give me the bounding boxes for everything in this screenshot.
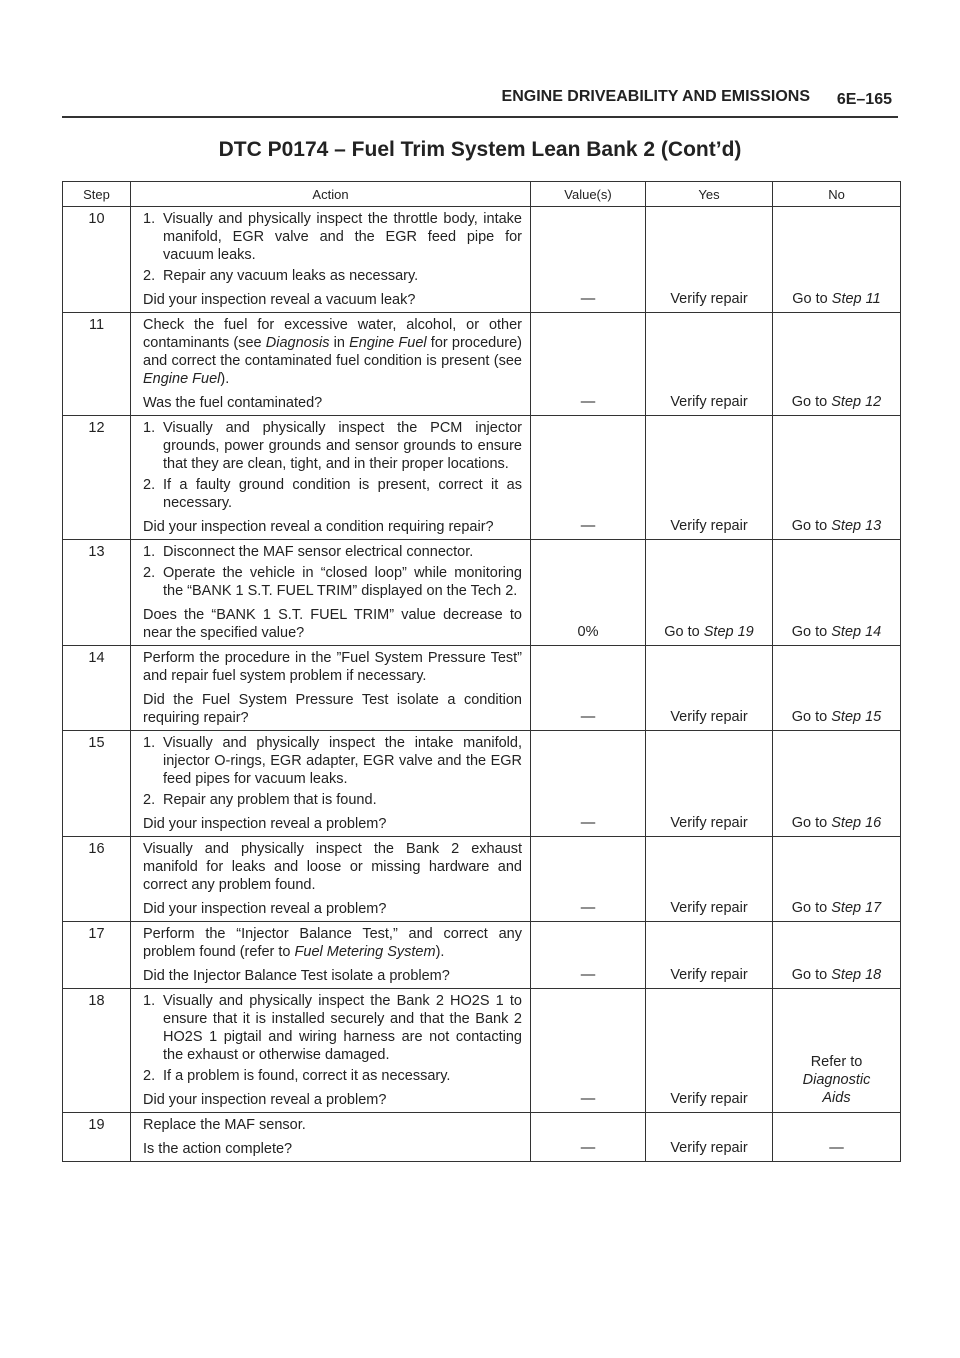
action-question: Did the Fuel System Pressure Test isolate a condition requiring repair? <box>143 692 522 726</box>
table-row <box>63 1113 901 1162</box>
text-run: Repair any problem that is found. <box>163 792 377 808</box>
no-cell <box>773 837 901 922</box>
action-question: Did the Injector Balance Test isolate a problem? <box>143 968 450 984</box>
step-number: 13 <box>63 540 131 646</box>
item-text <box>163 992 522 1064</box>
item-number: 2. <box>143 792 156 808</box>
action-list-item <box>143 543 522 561</box>
column-header-no: No <box>773 182 901 207</box>
yes-cell <box>646 416 773 540</box>
text-run: Go to <box>791 709 832 725</box>
table-row <box>63 922 901 989</box>
action-cell <box>131 1113 531 1162</box>
header-rule <box>62 116 898 118</box>
action-list-item <box>143 267 522 285</box>
action-cell <box>131 207 531 313</box>
text-run: Verify repair <box>670 518 748 534</box>
table-row <box>63 540 901 646</box>
reference-text: Step 15 <box>831 709 882 725</box>
action-text <box>143 649 522 685</box>
text-run: — <box>829 1140 844 1156</box>
text-run: Verify repair <box>670 394 748 410</box>
reference-text: Fuel Metering System <box>294 944 436 960</box>
text-run: Go to <box>664 624 704 640</box>
action-list-item <box>143 419 522 473</box>
item-text <box>163 791 522 809</box>
column-header-values: Value(s) <box>531 182 646 207</box>
text-run: Visually and physically inspect the Bank 2 HO2S 1 to ensure that it is installed securely and that the Bank 2 HO2S 1 pigtail and wiring harness are not contacting the exhaust or otherwise damaged. <box>163 993 522 1063</box>
item-text <box>163 1067 522 1085</box>
text-run: Go to <box>791 518 832 534</box>
column-header-yes: Yes <box>646 182 773 207</box>
no-line <box>773 1071 900 1089</box>
reference-text: Step 13 <box>831 518 882 534</box>
no-cell <box>773 989 901 1113</box>
item-number: 2. <box>143 565 156 581</box>
value-cell: — <box>531 731 646 837</box>
table-row <box>63 207 901 313</box>
reference-text: Step 19 <box>703 624 754 640</box>
table-row <box>63 731 901 837</box>
text-run: Go to <box>791 967 832 983</box>
text-run: Operate the vehicle in “closed loop” while monitoring the “BANK 1 S.T. FUEL TRIM” displayed on the Tech 2. <box>163 565 522 599</box>
yes-cell <box>646 837 773 922</box>
text-run: If a faulty ground condition is present, correct it as necessary. <box>163 477 522 511</box>
item-text <box>163 734 522 788</box>
table-row <box>63 416 901 540</box>
no-cell <box>773 731 901 837</box>
no-cell <box>773 313 901 416</box>
text-run: Verify repair <box>670 291 748 307</box>
page-number: 6E–165 <box>836 91 892 108</box>
column-header-step: Step <box>63 182 131 207</box>
step-number: 10 <box>63 207 131 313</box>
yes-cell <box>646 922 773 989</box>
action-cell <box>131 837 531 922</box>
action-question: Was the fuel contaminated? <box>143 395 323 411</box>
action-list-item <box>143 992 522 1064</box>
text-run: ). <box>435 944 445 960</box>
page-header <box>62 88 898 112</box>
step-number: 17 <box>63 922 131 989</box>
page-title: DTC P0174 – Fuel Trim System Lean Bank 2 (Cont’d) <box>218 138 742 161</box>
action-list-item <box>143 1067 522 1085</box>
action-cell <box>131 731 531 837</box>
step-number: 12 <box>63 416 131 540</box>
step-number: 15 <box>63 731 131 837</box>
action-list-item <box>143 564 522 600</box>
table-row <box>63 646 901 731</box>
item-number: 1. <box>143 735 156 751</box>
no-cell <box>773 922 901 989</box>
step-number: 18 <box>63 989 131 1113</box>
item-number: 2. <box>143 477 156 493</box>
text-run: Replace the MAF sensor. <box>143 1117 306 1133</box>
reference-text: Step 14 <box>831 624 882 640</box>
text-run: Go to <box>791 624 832 640</box>
reference-text: Diagnosis <box>265 335 330 351</box>
item-text <box>163 564 522 600</box>
table-row <box>63 989 901 1113</box>
value-cell: — <box>531 1113 646 1162</box>
action-cell <box>131 416 531 540</box>
diagnostic-table <box>62 181 901 1162</box>
item-text <box>163 419 522 473</box>
value-cell: — <box>531 837 646 922</box>
text-run: Verify repair <box>670 967 748 983</box>
action-cell <box>131 313 531 416</box>
yes-cell <box>646 646 773 731</box>
yes-cell <box>646 989 773 1113</box>
value-cell: — <box>531 416 646 540</box>
text-run: Verify repair <box>670 900 748 916</box>
item-number: 2. <box>143 268 156 284</box>
no-cell <box>773 1113 901 1162</box>
table-header-row <box>63 182 901 207</box>
value-cell: — <box>531 922 646 989</box>
action-question: Did your inspection reveal a problem? <box>143 816 387 832</box>
no-cell <box>773 540 901 646</box>
action-cell <box>131 646 531 731</box>
value-cell: 0% <box>531 540 646 646</box>
step-number: 19 <box>63 1113 131 1162</box>
table-body <box>63 207 901 1162</box>
item-text <box>163 476 522 512</box>
action-question: Did your inspection reveal a problem? <box>143 901 387 917</box>
action-list-item <box>143 476 522 512</box>
item-number: 1. <box>143 544 156 560</box>
action-list-item <box>143 791 522 809</box>
yes-cell <box>646 540 773 646</box>
reference-text: Step 16 <box>831 815 882 831</box>
action-question: Did your inspection reveal a problem? <box>143 1092 387 1108</box>
section-title: ENGINE DRIVEABILITY AND EMISSIONS <box>501 88 810 105</box>
no-line <box>773 1089 900 1107</box>
step-number: 11 <box>63 313 131 416</box>
item-number: 2. <box>143 1068 156 1084</box>
yes-cell <box>646 313 773 416</box>
no-line <box>773 1053 900 1071</box>
text-run: Perform the “Injector Balance Test,” and correct any problem found (refer to <box>143 926 522 960</box>
value-cell: — <box>531 989 646 1113</box>
text-run: Verify repair <box>670 709 748 725</box>
reference-text: Diagnostic <box>802 1072 871 1088</box>
text-run: Verify repair <box>670 1140 748 1156</box>
reference-text: Engine Fuel <box>143 371 221 387</box>
no-cell <box>773 416 901 540</box>
column-header-action: Action <box>131 182 531 207</box>
text-run: Visually and physically inspect the throttle body, intake manifold, EGR valve and the EGR feed pipe for vacuum leaks. <box>163 211 522 263</box>
text-run: Visually and physically inspect the Bank 2 exhaust manifold for leaks and loose or missing hardware and correct any problem found. <box>143 841 522 893</box>
text-run: Go to <box>791 394 832 410</box>
yes-cell <box>646 1113 773 1162</box>
text-run: Check the fuel for excessive water, alcohol, or other contaminants (see <box>143 317 522 351</box>
value-cell: — <box>531 313 646 416</box>
table-row <box>63 837 901 922</box>
item-number: 1. <box>143 993 156 1009</box>
text-run: in <box>329 335 350 351</box>
action-question: Did your inspection reveal a vacuum leak? <box>143 292 416 308</box>
text-run: Disconnect the MAF sensor electrical connector. <box>163 544 474 560</box>
action-list-item <box>143 210 522 264</box>
reference-text: Step 11 <box>831 291 881 307</box>
text-run: Perform the procedure in the ”Fuel System Pressure Test” and repair fuel system problem if necessary. <box>143 650 522 684</box>
text-run: Refer to <box>810 1054 863 1070</box>
no-cell <box>773 207 901 313</box>
step-number: 14 <box>63 646 131 731</box>
item-text <box>163 267 522 285</box>
action-question: Did your inspection reveal a condition requiring repair? <box>143 519 494 535</box>
text-run: Go to <box>791 900 832 916</box>
text-run: Go to <box>792 291 832 307</box>
text-run: Repair any vacuum leaks as necessary. <box>163 268 419 284</box>
action-text <box>143 925 522 961</box>
no-cell <box>773 646 901 731</box>
reference-text: Step 17 <box>831 900 882 916</box>
item-text <box>163 543 522 561</box>
action-question: Does the “BANK 1 S.T. FUEL TRIM” value decrease to near the specified value? <box>143 607 522 641</box>
action-cell <box>131 922 531 989</box>
yes-cell <box>646 731 773 837</box>
text-run: Verify repair <box>670 1091 748 1107</box>
item-text <box>163 210 522 264</box>
step-number: 16 <box>63 837 131 922</box>
value-cell: — <box>531 207 646 313</box>
text-run: Go to <box>791 815 832 831</box>
table-row <box>63 313 901 416</box>
text-run: for procedure) and correct the contaminated fuel condition is present (see <box>143 335 523 369</box>
reference-text: Step 12 <box>831 394 882 410</box>
action-text <box>143 316 522 388</box>
text-run: Visually and physically inspect the intake manifold, injector O-rings, EGR adapter, EGR valve and the EGR feed pipes for vacuum leaks. <box>163 735 522 787</box>
value-cell: — <box>531 646 646 731</box>
text-run: Visually and physically inspect the PCM injector grounds, power grounds and sensor grounds to ensure that they are clean, tight, and in their proper locations. <box>163 420 522 472</box>
action-cell <box>131 540 531 646</box>
reference-text: Step 18 <box>831 967 882 983</box>
text-run: ). <box>220 371 230 387</box>
action-cell <box>131 989 531 1113</box>
item-number: 1. <box>143 211 156 227</box>
action-list-item <box>143 734 522 788</box>
action-question: Is the action complete? <box>143 1141 293 1157</box>
text-run: Verify repair <box>670 815 748 831</box>
action-text <box>143 1116 522 1134</box>
text-run: If a problem is found, correct it as necessary. <box>163 1068 451 1084</box>
item-number: 1. <box>143 420 156 436</box>
reference-text: Aids <box>822 1090 851 1106</box>
yes-cell <box>646 207 773 313</box>
reference-text: Engine Fuel <box>349 335 427 351</box>
action-text <box>143 840 522 894</box>
